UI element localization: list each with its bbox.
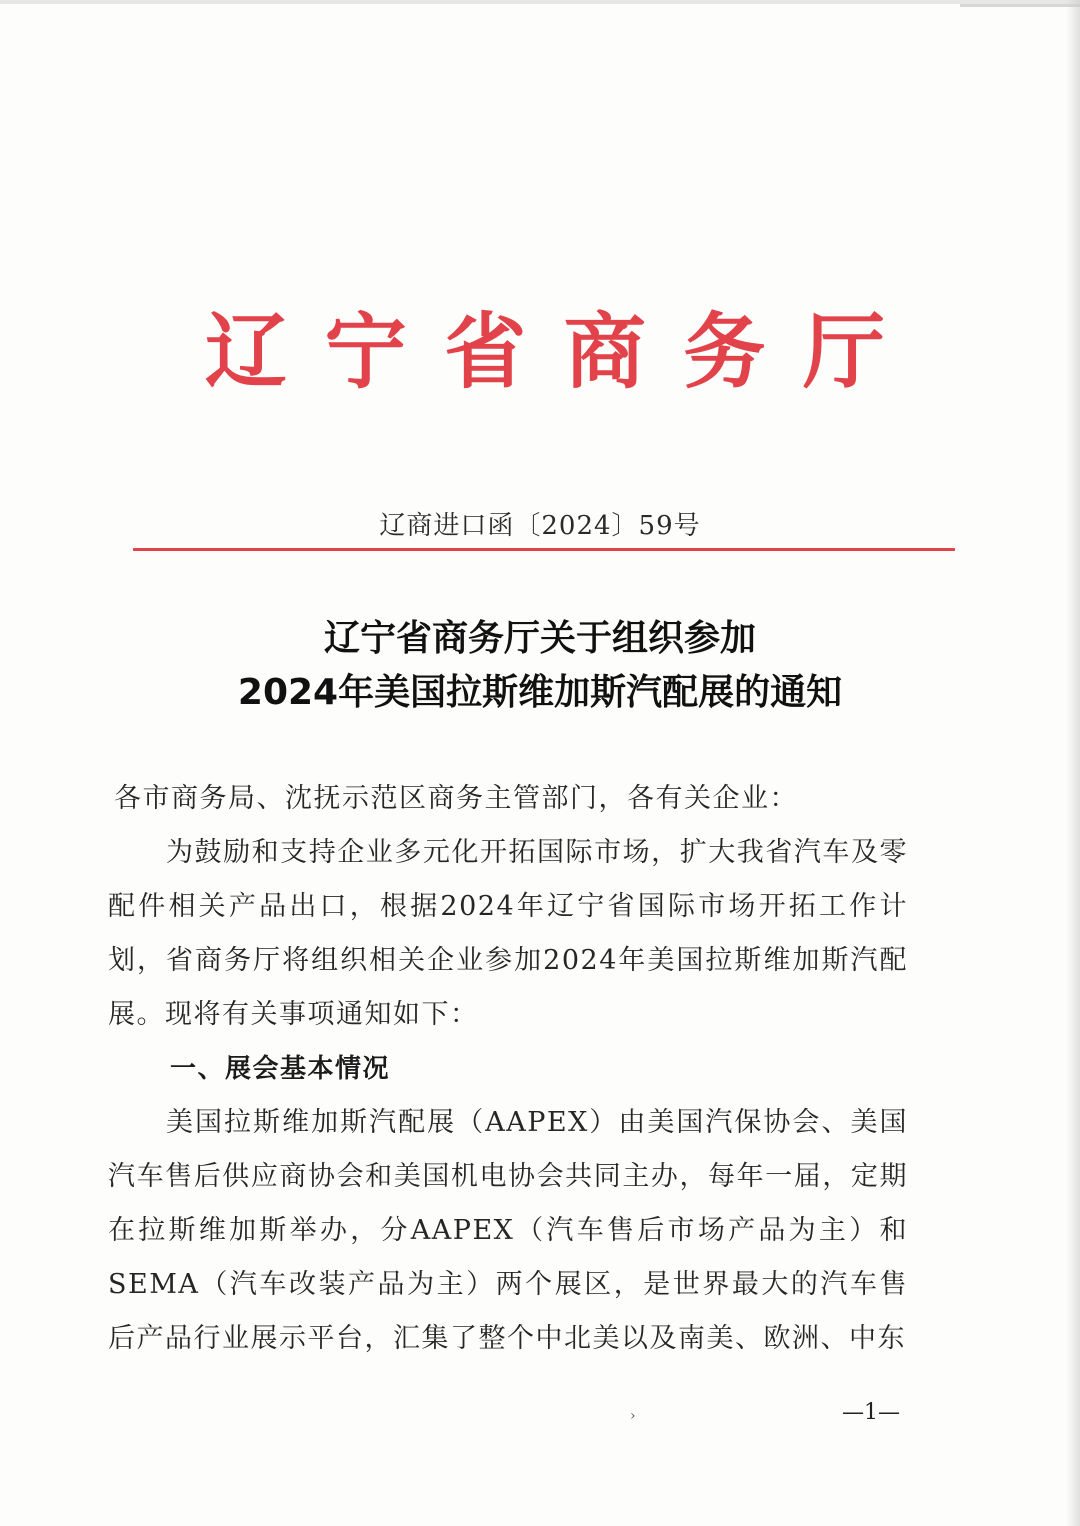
letterhead-char: 宁 (324, 304, 407, 400)
intro-paragraph: 为鼓励和支持企业多元化开拓国际市场，扩大我省汽车及零配件相关产品出口，根据2024年辽宁省国际市场开拓工作计划，省商务厅将组织相关企业参加2024年美国拉斯维加斯汽配展。现将有关事项通知如下： (108, 837, 908, 1030)
scan-edge-top-right (960, 4, 1080, 7)
letterhead-char: 务 (683, 304, 766, 400)
red-divider (133, 548, 955, 551)
letterhead-char: 辽 (205, 304, 288, 400)
letterhead-char: 省 (444, 304, 527, 400)
scan-mark: › (630, 1408, 636, 1424)
section-heading: 一、展会基本情况 (170, 1054, 391, 1084)
scan-edge-right (1066, 0, 1080, 1526)
letterhead-char: 厅 (802, 304, 885, 400)
section-paragraph: 美国拉斯维加斯汽配展（AAPEX）由美国汽保协会、美国汽车售后供应商协会和美国机电协会共同主办，每年一届，定期在拉斯维加斯举办，分AAPEX（汽车售后市场产品为主）和SEMA（汽车改装产品为主）两个展区，是世界最大的汽车售后产品行业展示平台，汇集了整个中北美以及南美、欧洲、中东 (108, 1107, 908, 1354)
salutation: 各市商务局、沈抚示范区商务主管部门，各有关企业： (114, 783, 798, 814)
document-body (108, 772, 908, 1366)
title-line-1: 辽宁省商务厅关于组织参加 (323, 618, 756, 659)
document-number: 辽商进口函〔2024〕59号 (379, 511, 701, 541)
letterhead-char: 商 (563, 304, 646, 400)
page-number: —1— (842, 1400, 900, 1425)
letterhead (205, 290, 885, 400)
title-line-2: 2024年美国拉斯维加斯汽配展的通知 (237, 672, 843, 713)
document-title (0, 612, 1080, 720)
scan-edge-top (0, 0, 1080, 4)
